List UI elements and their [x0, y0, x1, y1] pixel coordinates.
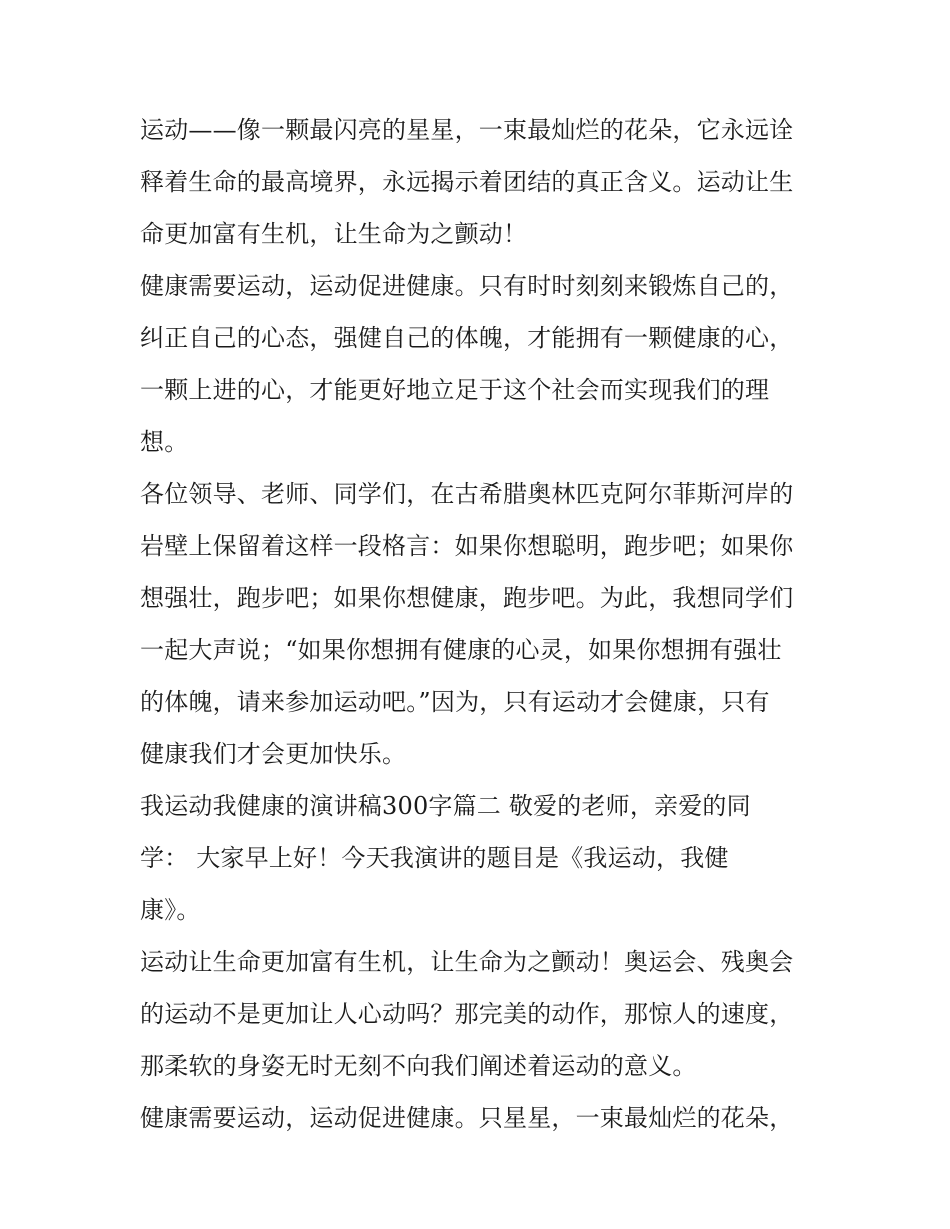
text-line-4: 健康需要运动，运动促进健康。只有时时刻刻来锻炼自己的， [140, 272, 794, 300]
text-line-2: 释着生命的最高境界，永远揭示着团结的真正含义。运动让生 [140, 168, 794, 196]
text-line-16: 康》。 [140, 896, 201, 924]
text-line-18: 的运动不是更加让人心动吗？那完美的动作，那惊人的速度， [140, 1000, 794, 1028]
text-line-11: 一起大声说；“如果你想拥有健康的心灵，如果你想拥有强壮 [140, 636, 782, 664]
text-line-12: 的体魄，请来参加运动吧。”因为，只有运动才会健康，只有 [140, 688, 770, 716]
text-line-6: 一颗上进的心，才能更好地立足于这个社会而实现我们的理 [140, 376, 770, 404]
text-line-19: 那柔软的身姿无时无刻不向我们阐述着运动的意义。 [140, 1052, 697, 1080]
text-line-17: 运动让生命更加富有生机，让生命为之颤动！奥运会、残奥会 [140, 948, 794, 976]
document-body [140, 104, 820, 1144]
text-line-3: 命更加富有生机，让生命为之颤动！ [140, 220, 528, 248]
text-line-15: 学： 大家早上好！今天我演讲的题目是《我运动，我健 [140, 844, 729, 872]
text-line-1: 运动——像一颗最闪亮的星星，一束最灿烂的花朵，它永远诠 [140, 116, 794, 144]
text-line-14: 我运动我健康的演讲稿300字篇二 敬爱的老师，亲爱的同 [140, 792, 751, 820]
text-line-10: 想强壮，跑步吧；如果你想健康，跑步吧。为此，我想同学们 [140, 584, 794, 612]
text-line-8: 各位领导、老师、同学们，在古希腊奥林匹克阿尔菲斯河岸的 [140, 480, 794, 508]
text-line-5: 纠正自己的心态，强健自己的体魄，才能拥有一颗健康的心， [140, 324, 794, 352]
text-line-9: 岩壁上保留着这样一段格言：如果你想聪明，跑步吧；如果你 [140, 532, 794, 560]
text-line-20: 健康需要运动，运动促进健康。只星星，一束最灿烂的花朵， [140, 1104, 794, 1132]
text-line-7: 想。 [140, 428, 189, 456]
text-line-13: 健康我们才会更加快乐。 [140, 740, 407, 768]
